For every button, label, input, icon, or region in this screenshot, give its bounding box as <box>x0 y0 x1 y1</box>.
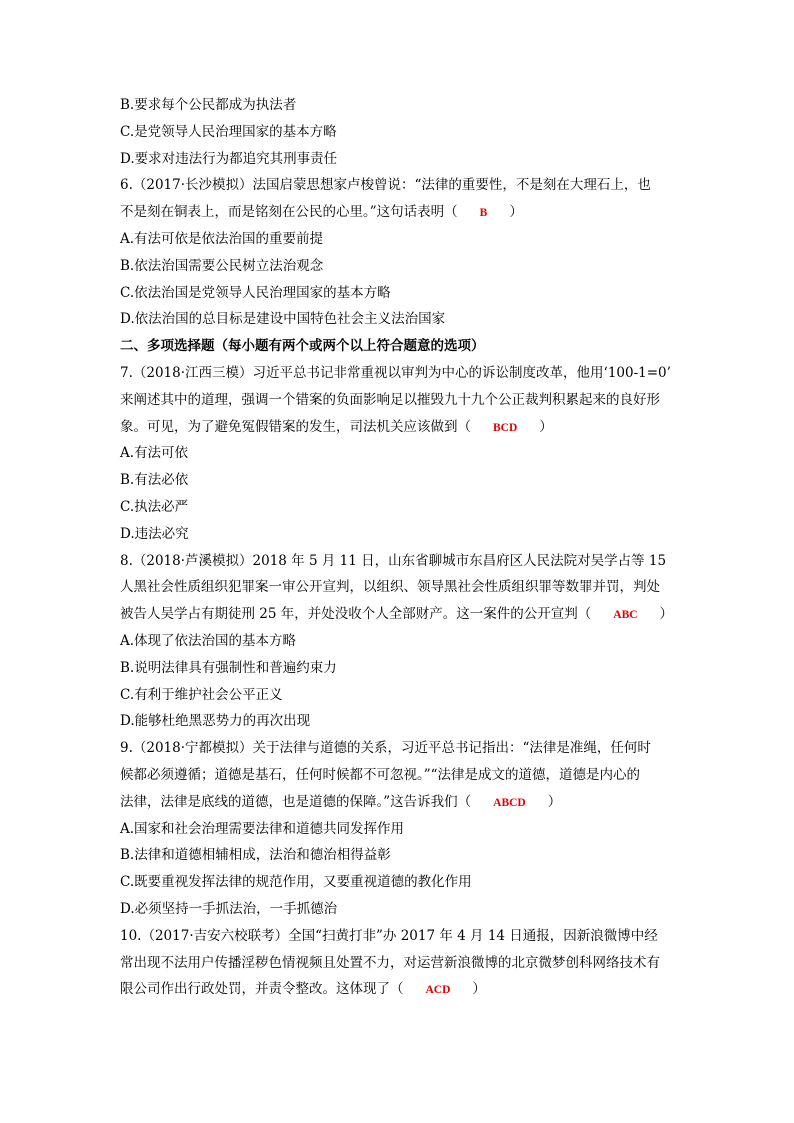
q9-stem-line-1: 9.（2018·宁都模拟）关于法律与道德的关系，习近平总书记指出：“法律是准绳，任何时 <box>120 740 651 757</box>
q8-stem-line-1: 8.（2018·芦溪模拟）2018 年 5 月 11 日，山东省聊城市东昌府区人民法院对吴学占等 15 <box>120 552 667 569</box>
q5-option-d: D.要求对违法行为都追究其刑事责任 <box>120 150 338 167</box>
q6-stem-line-2 <box>120 199 680 226</box>
q9-stem-text: 法律，法律是底线的道德，也是道德的保障。”这告诉我们（ <box>120 793 472 810</box>
q9-stem-line-2: 候都必须遵循；道德是基石，任何时候都不可忽视。”“法律是成文的道德，道德是内心的 <box>120 766 641 783</box>
q9-option-b: B.法律和道德相辅相成，法治和德治相得益彰 <box>120 847 391 864</box>
q6-stem-text: 不是刻在铜表上，而是铭刻在公民的心里。”这句话表明（ <box>120 204 458 221</box>
q6-option-a: A.有法可依是依法治国的重要前提 <box>120 230 324 247</box>
q5-option-c: C.是党领导人民治理国家的基本方略 <box>120 123 337 140</box>
q7-stem-line-2: 来阐述其中的道理，强调一个错案的负面影响足以摧毁九十九个公正裁判积累起来的良好形 <box>120 391 660 408</box>
q7-stem-text: 象。可见，为了避免冤假错案的发生，司法机关应该做到（ <box>120 418 471 435</box>
q10-stem-text: 限公司作出行政处罚，并责令整改。这体现了（ <box>120 981 404 998</box>
q9-stem-close: ） <box>547 793 562 810</box>
q8-answer: ABC <box>613 609 638 622</box>
q6-option-d: D.依法治国的总目标是建设中国特色社会主义法治国家 <box>120 311 446 328</box>
q7-option-c: C.执法必严 <box>120 498 189 515</box>
q10-answer: ACD <box>425 984 451 997</box>
q7-option-d: D.违法必究 <box>120 525 189 542</box>
q8-option-a: A.体现了依法治国的基本方略 <box>120 632 297 649</box>
q6-option-b: B.依法治国需要公民树立法治观念 <box>120 257 324 274</box>
q8-stem-line-2: 人黑社会性质组织犯罪案一审公开宣判，以组织、领导黑社会性质组织罪等数罪并罚，判处 <box>120 579 660 596</box>
q10-stem-line-2: 常出现不法用户传播淫秽色情视频且处置不力，对运营新浪微博的北京微梦创科网络技术有 <box>120 954 660 971</box>
q6-answer: B <box>479 207 488 220</box>
q8-stem-text: 被告人吴学占有期徒刑 25 年，并处没收个人全部财产。这一案件的公开宣判（ <box>120 606 592 623</box>
q9-option-c: C.既要重视发挥法律的规范作用，又要重视道德的教化作用 <box>120 874 472 891</box>
q7-option-a: A.有法可依 <box>120 445 189 462</box>
q7-stem-close: ） <box>539 418 553 435</box>
q8-option-d: D.能够杜绝黑恶势力的再次出现 <box>120 713 311 730</box>
q8-stem-line-3 <box>120 601 680 628</box>
q8-option-c: C.有利于维护社会公平正义 <box>120 686 283 703</box>
q9-stem-line-3 <box>120 789 680 816</box>
q9-option-d: D.必须坚持一手抓法治，一手抓德治 <box>120 900 338 917</box>
q8-option-b: B.说明法律具有强制性和普遍约束力 <box>120 659 337 676</box>
q6-option-c: C.依法治国是党领导人民治理国家的基本方略 <box>120 284 391 301</box>
q6-stem-line-1: 6.（2017·长沙模拟）法国启蒙思想家卢梭曾说：“法律的重要性，不是刻在大理石上，也 <box>120 177 651 194</box>
q7-answer: BCD <box>493 421 518 434</box>
q9-answer: ABCD <box>493 796 526 809</box>
q8-stem-close: ） <box>659 606 674 623</box>
document-page <box>120 92 680 1003</box>
q7-option-b: B.有法必依 <box>120 472 189 489</box>
q10-stem-line-3 <box>120 976 680 1003</box>
section-heading: 二、多项选择题（每小题有两个或两个以上符合题意的选项） <box>120 338 485 355</box>
q10-stem-close: ） <box>472 981 486 998</box>
q9-option-a: A.国家和社会治理需要法律和道德共同发挥作用 <box>120 820 405 837</box>
q10-stem-line-1: 10.（2017·吉安六校联考）全国“扫黄打非”办 2017 年 4 月 14 日通报，因新浪微博中经 <box>120 927 658 944</box>
q7-stem-line-3 <box>120 414 680 441</box>
q7-stem-line-1: 7.（2018·江西三模）习近平总书记非常重视以审判为中心的诉讼制度改革，他用‘100-1=0’ <box>120 364 671 381</box>
q5-option-b: B.要求每个公民都成为执法者 <box>120 97 297 113</box>
q6-stem-close: ） <box>509 204 523 221</box>
